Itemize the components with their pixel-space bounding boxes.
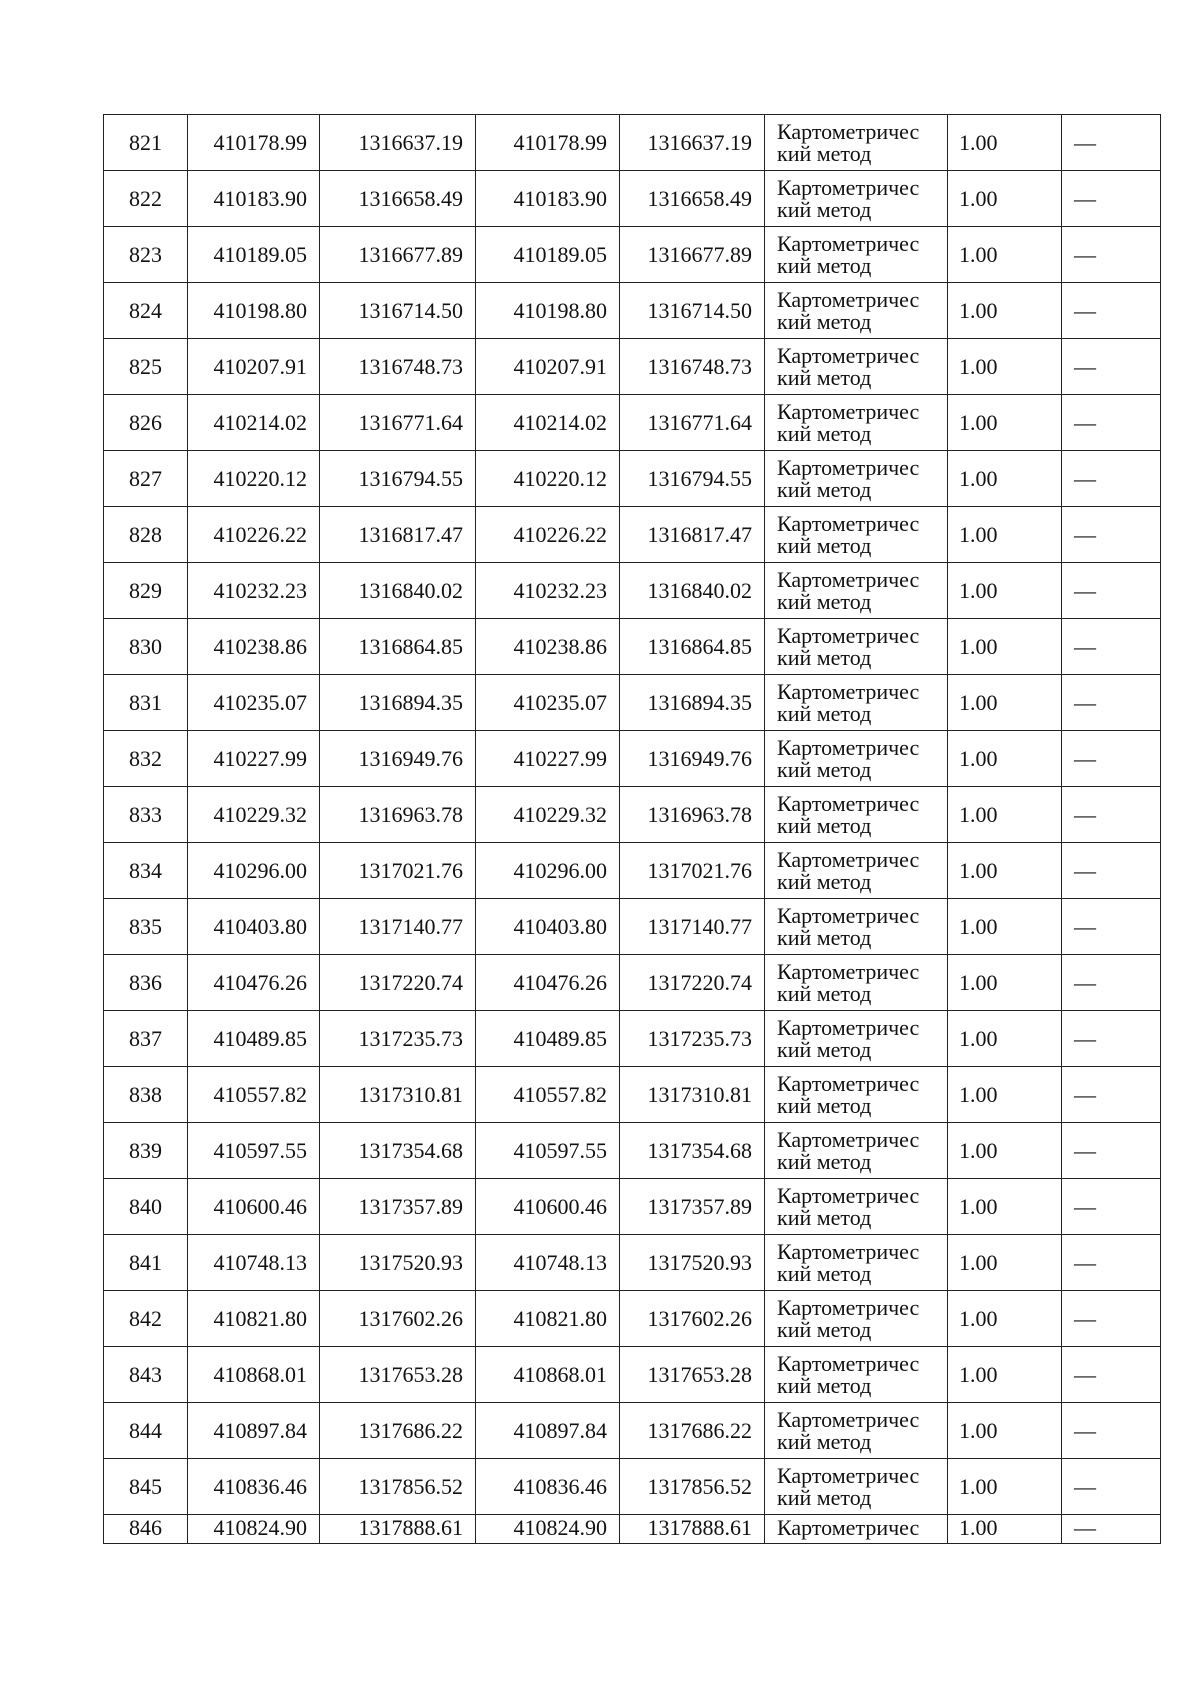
table-row	[104, 731, 1161, 787]
accuracy-cell: 1.00	[948, 451, 1062, 507]
y-coordinate-cell: 1317602.26	[320, 1291, 476, 1347]
note-cell: —	[1062, 1403, 1161, 1459]
y-coordinate-cell: 1316894.35	[620, 675, 765, 731]
x-coordinate-cell: 410489.85	[476, 1011, 620, 1067]
method-text-line: кий метод	[777, 1484, 872, 1510]
accuracy-cell: 1.00	[948, 507, 1062, 563]
method-text-line: кий метод	[777, 1036, 872, 1062]
method-text-line: кий метод	[777, 1148, 872, 1174]
x-coordinate-cell: 410821.80	[476, 1291, 620, 1347]
x-coordinate-cell: 410189.05	[476, 227, 620, 283]
note-cell: —	[1062, 1291, 1161, 1347]
point-number-cell: 829	[104, 563, 188, 619]
method-cell	[765, 1515, 948, 1544]
y-coordinate-cell: 1317888.61	[620, 1515, 765, 1544]
point-number-cell: 825	[104, 339, 188, 395]
point-number-cell: 844	[104, 1403, 188, 1459]
table-row	[104, 1011, 1161, 1067]
note-cell: —	[1062, 899, 1161, 955]
method-text-line: Картометричес	[777, 846, 920, 872]
method-text-line: кий метод	[777, 1428, 872, 1454]
note-cell: —	[1062, 283, 1161, 339]
table-row	[104, 395, 1161, 451]
y-coordinate-cell: 1317888.61	[320, 1515, 476, 1544]
y-coordinate-cell: 1317686.22	[620, 1403, 765, 1459]
x-coordinate-cell: 410232.23	[188, 563, 320, 619]
point-number-cell: 845	[104, 1459, 188, 1515]
y-coordinate-cell: 1317021.76	[620, 843, 765, 899]
y-coordinate-cell: 1317856.52	[320, 1459, 476, 1515]
note-cell: —	[1062, 1123, 1161, 1179]
y-coordinate-cell: 1317140.77	[620, 899, 765, 955]
note-cell: —	[1062, 843, 1161, 899]
point-number-cell: 830	[104, 619, 188, 675]
x-coordinate-cell: 410403.80	[188, 899, 320, 955]
method-cell	[765, 675, 948, 731]
x-coordinate-cell: 410476.26	[188, 955, 320, 1011]
method-text-line: кий метод	[777, 644, 872, 670]
y-coordinate-cell: 1316840.02	[620, 563, 765, 619]
method-cell	[765, 451, 948, 507]
accuracy-cell: 1.00	[948, 1515, 1062, 1544]
point-number-cell: 821	[104, 115, 188, 171]
point-number-cell: 839	[104, 1123, 188, 1179]
method-text-line: кий метод	[777, 924, 872, 950]
x-coordinate-cell: 410897.84	[476, 1403, 620, 1459]
table-row	[104, 1067, 1161, 1123]
accuracy-cell: 1.00	[948, 1123, 1062, 1179]
point-number-cell: 832	[104, 731, 188, 787]
method-text-line: Картометричес	[777, 510, 920, 536]
method-cell	[765, 1347, 948, 1403]
method-text-line: Картометричес	[777, 678, 920, 704]
y-coordinate-cell: 1316771.64	[320, 395, 476, 451]
accuracy-cell: 1.00	[948, 787, 1062, 843]
y-coordinate-cell: 1316658.49	[620, 171, 765, 227]
y-coordinate-cell: 1317310.81	[320, 1067, 476, 1123]
point-number-cell: 824	[104, 283, 188, 339]
x-coordinate-cell: 410597.55	[476, 1123, 620, 1179]
method-text-line: Картометричес	[777, 1126, 920, 1152]
note-cell: —	[1062, 787, 1161, 843]
method-text-line: Картометричес	[777, 1515, 920, 1540]
method-cell	[765, 171, 948, 227]
x-coordinate-cell: 410557.82	[188, 1067, 320, 1123]
y-coordinate-cell: 1316794.55	[320, 451, 476, 507]
x-coordinate-cell: 410226.22	[188, 507, 320, 563]
y-coordinate-cell: 1316949.76	[620, 731, 765, 787]
method-text-line: Картометричес	[777, 286, 920, 312]
method-cell	[765, 283, 948, 339]
x-coordinate-cell: 410824.90	[188, 1515, 320, 1544]
table-row	[104, 451, 1161, 507]
accuracy-cell: 1.00	[948, 171, 1062, 227]
method-text-line: кий метод	[777, 364, 872, 390]
accuracy-cell: 1.00	[948, 675, 1062, 731]
method-text-line: кий метод	[777, 756, 872, 782]
y-coordinate-cell: 1316714.50	[620, 283, 765, 339]
point-number-cell: 837	[104, 1011, 188, 1067]
x-coordinate-cell: 410232.23	[476, 563, 620, 619]
method-cell	[765, 1235, 948, 1291]
method-text-line: Картометричес	[777, 734, 920, 760]
note-cell: —	[1062, 115, 1161, 171]
y-coordinate-cell: 1316817.47	[620, 507, 765, 563]
method-cell	[765, 899, 948, 955]
method-cell	[765, 843, 948, 899]
table-row	[104, 843, 1161, 899]
table-row	[104, 563, 1161, 619]
note-cell: —	[1062, 507, 1161, 563]
point-number-cell: 840	[104, 1179, 188, 1235]
y-coordinate-cell: 1316963.78	[320, 787, 476, 843]
method-cell	[765, 1011, 948, 1067]
method-text-line: кий метод	[777, 868, 872, 894]
accuracy-cell: 1.00	[948, 1067, 1062, 1123]
method-text-line: Картометричес	[777, 454, 920, 480]
y-coordinate-cell: 1316677.89	[620, 227, 765, 283]
table-row	[104, 283, 1161, 339]
x-coordinate-cell: 410229.32	[476, 787, 620, 843]
point-number-cell: 826	[104, 395, 188, 451]
y-coordinate-cell: 1317686.22	[320, 1403, 476, 1459]
y-coordinate-cell: 1316748.73	[620, 339, 765, 395]
accuracy-cell: 1.00	[948, 1403, 1062, 1459]
x-coordinate-cell: 410600.46	[476, 1179, 620, 1235]
accuracy-cell: 1.00	[948, 563, 1062, 619]
note-cell: —	[1062, 1067, 1161, 1123]
x-coordinate-cell: 410220.12	[188, 451, 320, 507]
method-cell	[765, 115, 948, 171]
method-text-line: Картометричес	[777, 174, 920, 200]
table-row	[104, 1515, 1161, 1544]
method-text-line: кий метод	[777, 1092, 872, 1118]
note-cell: —	[1062, 1515, 1161, 1544]
table-row	[104, 1291, 1161, 1347]
x-coordinate-cell: 410403.80	[476, 899, 620, 955]
accuracy-cell: 1.00	[948, 395, 1062, 451]
method-text-line: Картометричес	[777, 790, 920, 816]
method-cell	[765, 227, 948, 283]
y-coordinate-cell: 1316748.73	[320, 339, 476, 395]
method-text-line: кий метод	[777, 1372, 872, 1398]
y-coordinate-cell: 1317602.26	[620, 1291, 765, 1347]
method-text-line: кий метод	[777, 588, 872, 614]
point-number-cell: 833	[104, 787, 188, 843]
accuracy-cell: 1.00	[948, 339, 1062, 395]
method-text-line: Картометричес	[777, 958, 920, 984]
y-coordinate-cell: 1316817.47	[320, 507, 476, 563]
y-coordinate-cell: 1317653.28	[620, 1347, 765, 1403]
accuracy-cell: 1.00	[948, 843, 1062, 899]
x-coordinate-cell: 410476.26	[476, 955, 620, 1011]
note-cell: —	[1062, 227, 1161, 283]
method-text-line: кий метод	[777, 140, 872, 166]
note-cell: —	[1062, 1459, 1161, 1515]
method-text-line: кий метод	[777, 980, 872, 1006]
method-text-line: Картометричес	[777, 566, 920, 592]
method-text-line: Картометричес	[777, 1462, 920, 1488]
y-coordinate-cell: 1317357.89	[620, 1179, 765, 1235]
note-cell: —	[1062, 451, 1161, 507]
table-row	[104, 955, 1161, 1011]
method-text-line: кий метод	[777, 1204, 872, 1230]
y-coordinate-cell: 1316637.19	[320, 115, 476, 171]
method-text-line: кий метод	[777, 1316, 872, 1342]
accuracy-cell: 1.00	[948, 1011, 1062, 1067]
table-row	[104, 339, 1161, 395]
point-number-cell: 823	[104, 227, 188, 283]
point-number-cell: 828	[104, 507, 188, 563]
table-row	[104, 507, 1161, 563]
method-text-line: кий метод	[777, 252, 872, 278]
method-text-line: кий метод	[777, 700, 872, 726]
y-coordinate-cell: 1316949.76	[320, 731, 476, 787]
y-coordinate-cell: 1316658.49	[320, 171, 476, 227]
y-coordinate-cell: 1316714.50	[320, 283, 476, 339]
note-cell: —	[1062, 731, 1161, 787]
accuracy-cell: 1.00	[948, 899, 1062, 955]
x-coordinate-cell: 410597.55	[188, 1123, 320, 1179]
point-number-cell: 822	[104, 171, 188, 227]
table-row	[104, 171, 1161, 227]
table-row	[104, 1179, 1161, 1235]
accuracy-cell: 1.00	[948, 1235, 1062, 1291]
y-coordinate-cell: 1317220.74	[620, 955, 765, 1011]
x-coordinate-cell: 410600.46	[188, 1179, 320, 1235]
note-cell: —	[1062, 339, 1161, 395]
y-coordinate-cell: 1317357.89	[320, 1179, 476, 1235]
x-coordinate-cell: 410226.22	[476, 507, 620, 563]
method-cell	[765, 1459, 948, 1515]
method-cell	[765, 1403, 948, 1459]
x-coordinate-cell: 410178.99	[188, 115, 320, 171]
table-body	[104, 115, 1161, 1544]
method-text-line: Картометричес	[777, 1350, 920, 1376]
method-cell	[765, 1179, 948, 1235]
x-coordinate-cell: 410868.01	[188, 1347, 320, 1403]
method-text-line: Картометричес	[777, 118, 920, 144]
x-coordinate-cell: 410198.80	[476, 283, 620, 339]
note-cell: —	[1062, 171, 1161, 227]
method-cell	[765, 787, 948, 843]
note-cell: —	[1062, 563, 1161, 619]
y-coordinate-cell: 1316794.55	[620, 451, 765, 507]
method-cell	[765, 1067, 948, 1123]
y-coordinate-cell: 1317520.93	[320, 1235, 476, 1291]
x-coordinate-cell: 410220.12	[476, 451, 620, 507]
method-text-line: кий метод	[777, 812, 872, 838]
x-coordinate-cell: 410897.84	[188, 1403, 320, 1459]
table-row	[104, 619, 1161, 675]
note-cell: —	[1062, 1347, 1161, 1403]
y-coordinate-cell: 1317310.81	[620, 1067, 765, 1123]
x-coordinate-cell: 410836.46	[476, 1459, 620, 1515]
x-coordinate-cell: 410178.99	[476, 115, 620, 171]
accuracy-cell: 1.00	[948, 619, 1062, 675]
method-text-line: кий метод	[777, 196, 872, 222]
x-coordinate-cell: 410238.86	[188, 619, 320, 675]
note-cell: —	[1062, 955, 1161, 1011]
accuracy-cell: 1.00	[948, 1347, 1062, 1403]
accuracy-cell: 1.00	[948, 1291, 1062, 1347]
method-text-line: Картометричес	[777, 1070, 920, 1096]
x-coordinate-cell: 410207.91	[476, 339, 620, 395]
y-coordinate-cell: 1317354.68	[620, 1123, 765, 1179]
accuracy-cell: 1.00	[948, 1459, 1062, 1515]
accuracy-cell: 1.00	[948, 227, 1062, 283]
x-coordinate-cell: 410235.07	[476, 675, 620, 731]
table-row	[104, 1123, 1161, 1179]
y-coordinate-cell: 1316864.85	[620, 619, 765, 675]
method-text-line: Картометричес	[777, 1238, 920, 1264]
point-number-cell: 834	[104, 843, 188, 899]
note-cell: —	[1062, 619, 1161, 675]
y-coordinate-cell: 1316771.64	[620, 395, 765, 451]
note-cell: —	[1062, 1011, 1161, 1067]
x-coordinate-cell: 410748.13	[476, 1235, 620, 1291]
method-cell	[765, 563, 948, 619]
method-cell	[765, 339, 948, 395]
x-coordinate-cell: 410207.91	[188, 339, 320, 395]
x-coordinate-cell: 410227.99	[188, 731, 320, 787]
note-cell: —	[1062, 395, 1161, 451]
x-coordinate-cell: 410198.80	[188, 283, 320, 339]
method-cell	[765, 1123, 948, 1179]
method-text-line: Картометричес	[777, 1294, 920, 1320]
note-cell: —	[1062, 1179, 1161, 1235]
y-coordinate-cell: 1317220.74	[320, 955, 476, 1011]
x-coordinate-cell: 410229.32	[188, 787, 320, 843]
method-text-line: кий метод	[777, 308, 872, 334]
point-number-cell: 836	[104, 955, 188, 1011]
method-text-line: Картометричес	[777, 1406, 920, 1432]
table-row	[104, 1403, 1161, 1459]
y-coordinate-cell: 1317520.93	[620, 1235, 765, 1291]
x-coordinate-cell: 410868.01	[476, 1347, 620, 1403]
method-text-line: Картометричес	[777, 1014, 920, 1040]
method-text-line: Картометричес	[777, 230, 920, 256]
x-coordinate-cell: 410557.82	[476, 1067, 620, 1123]
y-coordinate-cell: 1317235.73	[320, 1011, 476, 1067]
accuracy-cell: 1.00	[948, 731, 1062, 787]
y-coordinate-cell: 1316637.19	[620, 115, 765, 171]
method-text-line: Картометричес	[777, 622, 920, 648]
table-row	[104, 1459, 1161, 1515]
y-coordinate-cell: 1317653.28	[320, 1347, 476, 1403]
accuracy-cell: 1.00	[948, 955, 1062, 1011]
x-coordinate-cell: 410824.90	[476, 1515, 620, 1544]
coordinates-table	[103, 114, 1161, 1544]
accuracy-cell: 1.00	[948, 283, 1062, 339]
method-cell	[765, 955, 948, 1011]
table-row	[104, 227, 1161, 283]
x-coordinate-cell: 410296.00	[188, 843, 320, 899]
x-coordinate-cell: 410821.80	[188, 1291, 320, 1347]
point-number-cell: 841	[104, 1235, 188, 1291]
x-coordinate-cell: 410238.86	[476, 619, 620, 675]
x-coordinate-cell: 410189.05	[188, 227, 320, 283]
x-coordinate-cell: 410235.07	[188, 675, 320, 731]
method-cell	[765, 731, 948, 787]
point-number-cell: 831	[104, 675, 188, 731]
method-cell	[765, 395, 948, 451]
x-coordinate-cell: 410214.02	[476, 395, 620, 451]
y-coordinate-cell: 1316894.35	[320, 675, 476, 731]
point-number-cell: 846	[104, 1515, 188, 1544]
y-coordinate-cell: 1316840.02	[320, 563, 476, 619]
table-row	[104, 675, 1161, 731]
x-coordinate-cell: 410227.99	[476, 731, 620, 787]
method-text-line: кий метод	[777, 532, 872, 558]
table-row	[104, 115, 1161, 171]
x-coordinate-cell: 410296.00	[476, 843, 620, 899]
y-coordinate-cell: 1316677.89	[320, 227, 476, 283]
method-cell	[765, 507, 948, 563]
method-cell	[765, 619, 948, 675]
method-text-line: Картометричес	[777, 398, 920, 424]
x-coordinate-cell: 410748.13	[188, 1235, 320, 1291]
method-text-line: кий метод	[777, 420, 872, 446]
x-coordinate-cell: 410836.46	[188, 1459, 320, 1515]
method-text-line: Картометричес	[777, 342, 920, 368]
point-number-cell: 838	[104, 1067, 188, 1123]
table-row	[104, 899, 1161, 955]
table-row	[104, 787, 1161, 843]
method-cell	[765, 1291, 948, 1347]
note-cell: —	[1062, 675, 1161, 731]
method-text-line: кий метод	[777, 1260, 872, 1286]
method-text-line: кий метод	[777, 476, 872, 502]
y-coordinate-cell: 1317140.77	[320, 899, 476, 955]
y-coordinate-cell: 1317235.73	[620, 1011, 765, 1067]
y-coordinate-cell: 1316963.78	[620, 787, 765, 843]
accuracy-cell: 1.00	[948, 115, 1062, 171]
point-number-cell: 843	[104, 1347, 188, 1403]
y-coordinate-cell: 1317856.52	[620, 1459, 765, 1515]
x-coordinate-cell: 410489.85	[188, 1011, 320, 1067]
table-row	[104, 1347, 1161, 1403]
y-coordinate-cell: 1317021.76	[320, 843, 476, 899]
x-coordinate-cell: 410183.90	[476, 171, 620, 227]
method-text-line: Картометричес	[777, 1182, 920, 1208]
method-text-line: Картометричес	[777, 902, 920, 928]
y-coordinate-cell: 1317354.68	[320, 1123, 476, 1179]
x-coordinate-cell: 410183.90	[188, 171, 320, 227]
accuracy-cell: 1.00	[948, 1179, 1062, 1235]
point-number-cell: 835	[104, 899, 188, 955]
x-coordinate-cell: 410214.02	[188, 395, 320, 451]
table-row	[104, 1235, 1161, 1291]
note-cell: —	[1062, 1235, 1161, 1291]
point-number-cell: 827	[104, 451, 188, 507]
point-number-cell: 842	[104, 1291, 188, 1347]
y-coordinate-cell: 1316864.85	[320, 619, 476, 675]
